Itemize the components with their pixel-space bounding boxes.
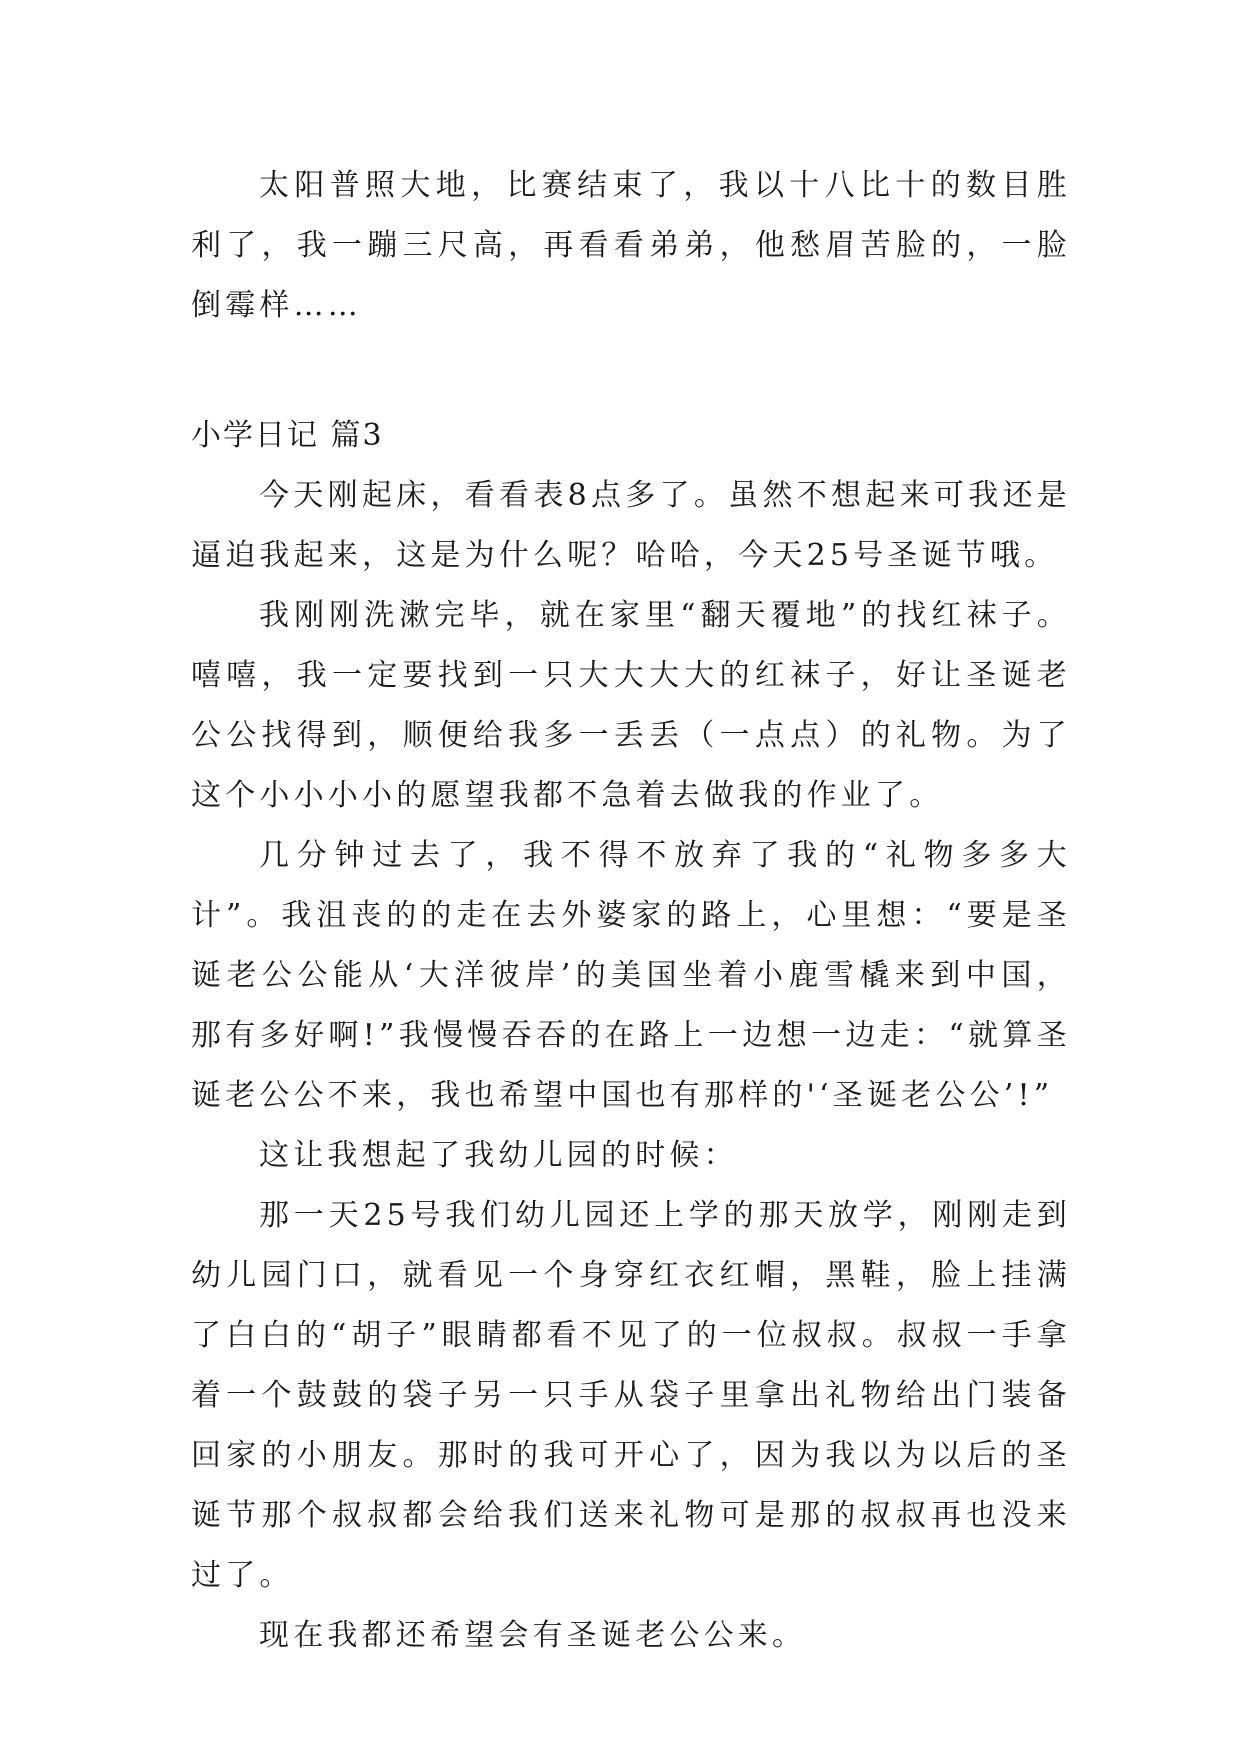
paragraph-5: 那一天25号我们幼儿园还上学的那天放学，刚刚走到幼儿园门口，就看见一个身穿红衣红帽，黑鞋，脸上挂满了白白的“胡子”眼睛都看不见了的一位叔叔。叔叔一手拿着一个鼓鼓的袋子另一只手从袋子里拿出礼物给出门装备回家的小朋友。那时的我可开心了，因为我以为以后的圣诞节那个叔叔都会给我们送来礼物可是那的叔叔再也没来过了。: [191, 1198, 1071, 1593]
paragraph-3: 几分钟过去了，我不得不放弃了我的“礼物多多大计”。我沮丧的的走在去外婆家的路上，心里想：“要是圣诞老公公能从‘大洋彼岸’的美国坐着小鹿雪橇来到中国，那有多好啊!”我慢慢吞吞的在路上一边想一边走：“就算圣诞老公公不来，我也希望中国也有那样的'‘圣诞老公公’!”: [191, 838, 1071, 1113]
paragraph-2: 我刚刚洗漱完毕，就在家里“翻天覆地”的找红袜子。嘻嘻，我一定要找到一只大大大大的红袜子，好让圣诞老公公找得到，顺便给我多一丢丢（一点点）的礼物。为了这个小小小小的愿望我都不急着去做我的作业了。: [191, 598, 1071, 813]
paragraph-4: 这让我想起了我幼儿园的时候：: [259, 1138, 738, 1173]
section-title: 小学日记 篇3: [191, 418, 384, 453]
section-spacer: [191, 336, 1071, 406]
paragraph-6: 现在我都还希望会有圣诞老公公来。: [259, 1618, 807, 1653]
paragraph-1: 今天刚起床，看看表8点多了。虽然不想起来可我还是逼迫我起来，这是为什么呢？哈哈，今天25号圣诞节哦。: [191, 478, 1071, 573]
intro-paragraph: 太阳普照大地，比赛结束了，我以十八比十的数目胜利了，我一蹦三尺高，再看看弟弟，他愁眉苦脸的，一脸倒霉样……: [191, 168, 1071, 323]
document-body: [191, 156, 1071, 1666]
